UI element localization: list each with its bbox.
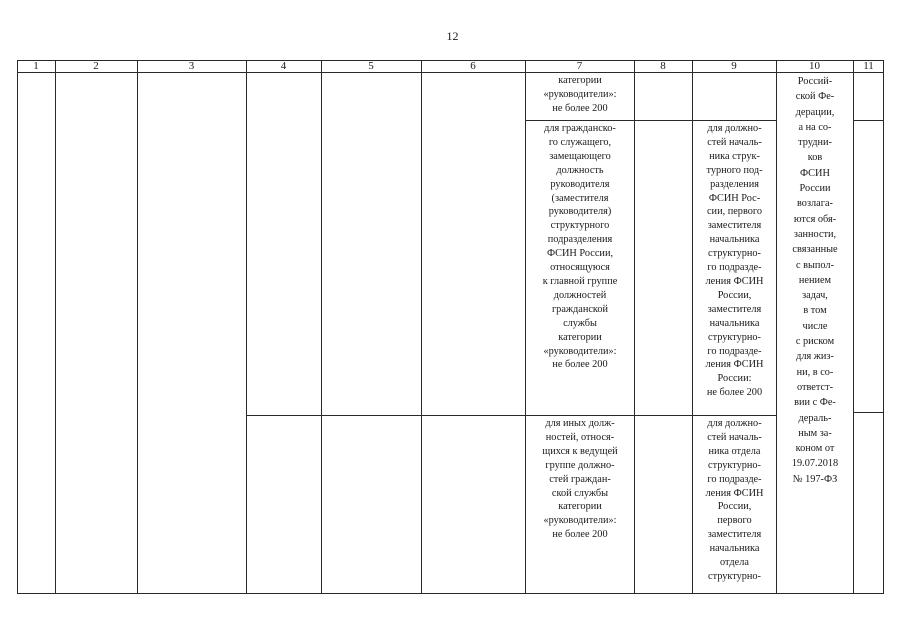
text-line: связанные: [792, 244, 838, 256]
text-line: ков: [807, 152, 823, 164]
text-line: ются обя-: [793, 213, 837, 225]
text-line: заместителя: [707, 220, 762, 232]
text-line: руководителя): [548, 206, 612, 218]
text-line: числе: [802, 320, 828, 332]
text-line: ской службы: [551, 487, 609, 499]
text-line: должность: [556, 164, 604, 176]
text-line: структурно-: [708, 248, 761, 260]
text-line: России:: [717, 373, 752, 385]
text-line: в том: [803, 305, 827, 317]
col-divider-7-8: [634, 60, 635, 594]
text-line: ления ФСИН: [705, 487, 764, 499]
text-line: вии с Фе-: [794, 397, 836, 409]
text-line: а на со-: [798, 121, 832, 133]
col7-block-3: [526, 417, 634, 542]
column-header-3: 3: [188, 60, 195, 72]
col7-block-1: [526, 74, 634, 116]
text-line: дерации,: [795, 106, 835, 118]
text-line: первого: [717, 515, 752, 527]
column-header-5: 5: [368, 60, 374, 72]
text-line: «руководители»:: [543, 515, 617, 527]
column-header-4: 4: [280, 60, 287, 72]
column-header-2: 2: [93, 60, 99, 72]
text-line: № 197-ФЗ: [792, 473, 838, 485]
text-line: начальника: [709, 317, 760, 329]
text-line: замещающего: [549, 150, 611, 162]
column-header-1: 1: [33, 60, 39, 72]
table-bottom-border: [17, 593, 884, 594]
text-line: для должно-: [707, 123, 762, 134]
text-line: с риском: [795, 336, 835, 348]
document-table: [17, 60, 884, 594]
page-number: 12: [446, 29, 459, 43]
text-line: заместителя: [707, 303, 762, 315]
row-divider-2-col11: [853, 412, 884, 413]
table-left-border: [17, 60, 18, 594]
row-divider-1-col11: [853, 120, 884, 121]
text-line: ответст-: [796, 381, 833, 393]
text-line: 19.07.2018: [791, 458, 839, 470]
col-divider-10-11: [853, 60, 854, 594]
text-line: го подразде-: [707, 473, 762, 485]
text-line: для жиз-: [796, 351, 834, 363]
text-line: ника отдела: [708, 445, 761, 457]
text-line: России,: [717, 289, 752, 301]
text-line: подразделения: [547, 234, 613, 246]
text-line: руководителя: [550, 178, 610, 190]
text-line: относящуюся: [550, 262, 610, 274]
text-line: ника струк-: [709, 150, 760, 162]
text-line: структурно-: [708, 331, 761, 343]
text-line: заместителя: [707, 529, 762, 541]
text-line: ления ФСИН: [705, 359, 764, 371]
text-line: дераль-: [798, 412, 832, 424]
text-line: (заместителя: [551, 192, 609, 204]
text-line: ни, в со-: [796, 366, 834, 378]
text-line: го служащего,: [548, 136, 612, 148]
column-header-11: 11: [863, 60, 874, 72]
text-line: «руководители»:: [543, 88, 617, 100]
col-divider-5-6: [421, 60, 422, 594]
text-line: ФСИН России,: [546, 248, 614, 260]
text-line: с выпол-: [795, 259, 834, 271]
text-line: отдела: [720, 557, 749, 569]
text-line: коном от: [795, 443, 835, 455]
col-divider-3-4: [246, 60, 247, 594]
text-line: не более 200: [552, 529, 608, 541]
text-line: для должно-: [707, 418, 762, 429]
column-header-6: 6: [470, 60, 476, 72]
col-divider-4-5: [321, 60, 322, 594]
text-line: должностей: [553, 289, 607, 301]
text-line: возлага-: [797, 198, 833, 210]
text-line: стей граждан-: [549, 473, 611, 485]
text-line: ным за-: [798, 427, 832, 439]
col10-text: [777, 74, 853, 487]
text-line: турного под-: [706, 164, 763, 176]
text-line: занности,: [793, 228, 837, 240]
text-line: начальника: [709, 234, 760, 246]
text-line: ностей, относя-: [545, 431, 615, 443]
text-line: стей началь-: [707, 431, 762, 443]
text-line: стей началь-: [707, 136, 762, 148]
text-line: «руководители»:: [543, 345, 617, 357]
text-line: категории: [558, 331, 602, 343]
text-line: щихся к ведущей: [542, 445, 618, 457]
text-line: не более 200: [706, 387, 763, 399]
text-line: для иных долж-: [545, 418, 615, 429]
text-line: к главной группе: [542, 275, 618, 287]
text-line: го подразде-: [707, 345, 762, 357]
text-line: категории: [558, 501, 602, 513]
text-line: задач,: [802, 290, 828, 302]
row-divider-1: [525, 120, 776, 121]
text-line: группе должно-: [545, 459, 615, 471]
text-line: ской Фе-: [795, 91, 835, 103]
text-line: структурного: [550, 220, 610, 232]
text-line: не более 200: [552, 102, 608, 114]
text-line: ФСИН: [800, 167, 830, 179]
text-line: нением: [798, 274, 832, 286]
text-line: начальника: [709, 543, 760, 555]
text-line: сии, первого: [706, 206, 763, 218]
col-divider-1-2: [55, 60, 56, 594]
column-header-10: 10: [809, 60, 820, 72]
text-line: для гражданско-: [544, 123, 616, 134]
col7-block-2: [526, 122, 634, 372]
text-line: структурно-: [708, 459, 761, 471]
column-header-7: 7: [576, 60, 583, 72]
text-line: службы: [563, 317, 597, 329]
row-divider-2: [246, 415, 776, 416]
text-line: России,: [717, 501, 752, 513]
text-line: не более 200: [552, 359, 608, 371]
text-line: России: [799, 183, 831, 195]
table-right-border: [883, 60, 884, 594]
text-line: го подразде-: [707, 262, 762, 274]
text-line: ления ФСИН: [705, 275, 764, 287]
col9-block-2: [693, 122, 776, 400]
column-header-8: 8: [660, 60, 666, 72]
text-line: ФСИН Рос-: [708, 192, 761, 204]
text-line: трудни-: [798, 137, 832, 149]
text-line: гражданской: [551, 303, 609, 315]
text-line: Россий-: [797, 76, 833, 87]
column-header-9: 9: [731, 60, 737, 72]
col9-block-3: [693, 417, 776, 584]
text-line: структурно-: [708, 570, 761, 582]
col-divider-2-3: [137, 60, 138, 594]
text-line: категории: [558, 75, 602, 86]
text-line: разделения: [710, 178, 759, 190]
